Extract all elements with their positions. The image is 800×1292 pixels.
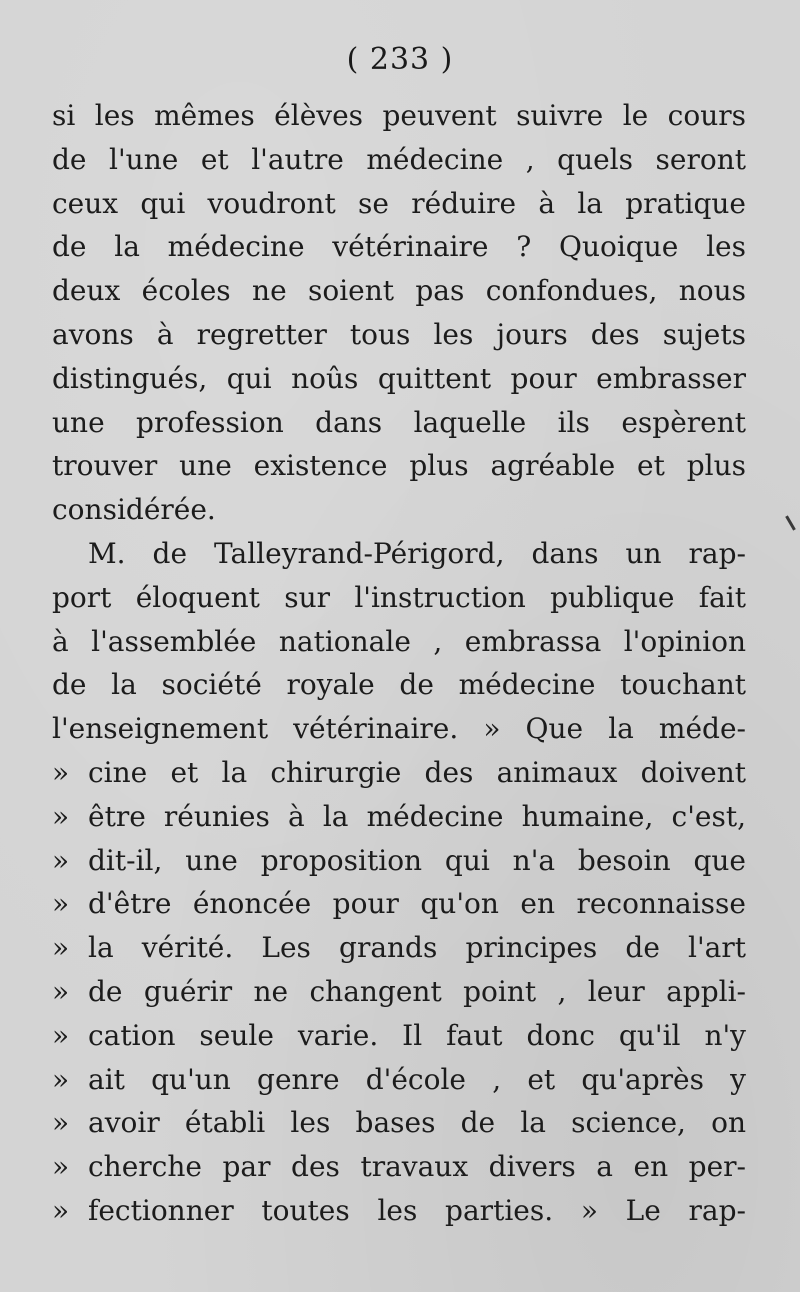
quote-mark: » bbox=[52, 1150, 70, 1184]
text-line bbox=[52, 795, 746, 839]
text-line: si les mêmes élèves peuvent suivre le cours bbox=[52, 99, 746, 132]
line-text: être réunies à la médecine humaine, c'est, bbox=[88, 799, 746, 833]
quote-mark: » bbox=[52, 887, 70, 921]
text-line: avons à regretter tous les jours des sujets bbox=[52, 317, 746, 351]
text-line bbox=[52, 1101, 746, 1145]
text-line bbox=[52, 970, 746, 1014]
line-text: cherche par des travaux divers a en per- bbox=[88, 1150, 746, 1184]
text-line bbox=[52, 926, 746, 970]
text-line: de la société royale de médecine touchant bbox=[52, 668, 746, 702]
text-line: deux écoles ne soient pas confondues, nous bbox=[52, 274, 746, 308]
quote-mark: » bbox=[52, 1106, 70, 1140]
quote-mark: » bbox=[52, 843, 70, 877]
line-text: dit-il, une proposition qui n'a besoin que bbox=[88, 843, 746, 877]
text-line: distingués, qui noûs quittent pour embrasser bbox=[52, 361, 746, 395]
line-text: la vérité. Les grands principes de l'art bbox=[88, 931, 746, 965]
page-number: ( 233 ) bbox=[346, 42, 454, 77]
quote-mark: » bbox=[52, 931, 70, 965]
text-line bbox=[52, 1014, 746, 1058]
text-line: de la médecine vétérinaire ? Quoique les bbox=[52, 230, 746, 264]
quote-mark: » bbox=[52, 974, 70, 1008]
quote-mark: » bbox=[52, 755, 70, 789]
text-line: ceux qui voudront se réduire à la pratique bbox=[52, 186, 746, 220]
text-line: une profession dans laquelle ils espèrent bbox=[52, 405, 746, 439]
text-line bbox=[52, 882, 746, 926]
quote-mark: » bbox=[52, 1018, 70, 1052]
quote-mark: » bbox=[52, 1062, 70, 1096]
text-line bbox=[52, 1145, 746, 1189]
line-text: cine et la chirurgie des animaux doivent bbox=[88, 755, 746, 789]
text-line: M. de Talleyrand-Périgord, dans un rap- bbox=[88, 536, 746, 570]
body-text bbox=[52, 94, 746, 1233]
line-text: avoir établi les bases de la science, on bbox=[88, 1106, 746, 1140]
text-line: de l'une et l'autre médecine , quels seront bbox=[52, 142, 746, 176]
quote-mark: » bbox=[52, 799, 70, 833]
text-line bbox=[52, 1189, 746, 1233]
text-line: à l'assemblée nationale , embrassa l'opinion bbox=[52, 624, 746, 658]
text-line: considérée. bbox=[52, 493, 216, 527]
margin-mark bbox=[785, 515, 796, 530]
line-text: fectionner toutes les parties. » Le rap- bbox=[88, 1193, 746, 1227]
line-text: d'être énoncée pour qu'on en reconnaisse bbox=[88, 887, 746, 921]
text-line bbox=[52, 1058, 746, 1102]
text-line: trouver une existence plus agréable et plus bbox=[52, 449, 746, 483]
text-line bbox=[52, 839, 746, 883]
text-line bbox=[52, 751, 746, 795]
text-line: l'enseignement vétérinaire. » Que la méde- bbox=[52, 712, 746, 746]
line-text: ait qu'un genre d'école , et qu'après y bbox=[88, 1062, 746, 1096]
quote-mark: » bbox=[52, 1193, 70, 1227]
line-text: cation seule varie. Il faut donc qu'il n'y bbox=[88, 1018, 746, 1052]
line-text: de guérir ne changent point , leur appli- bbox=[88, 974, 746, 1008]
text-line: port éloquent sur l'instruction publique fait bbox=[52, 580, 746, 614]
